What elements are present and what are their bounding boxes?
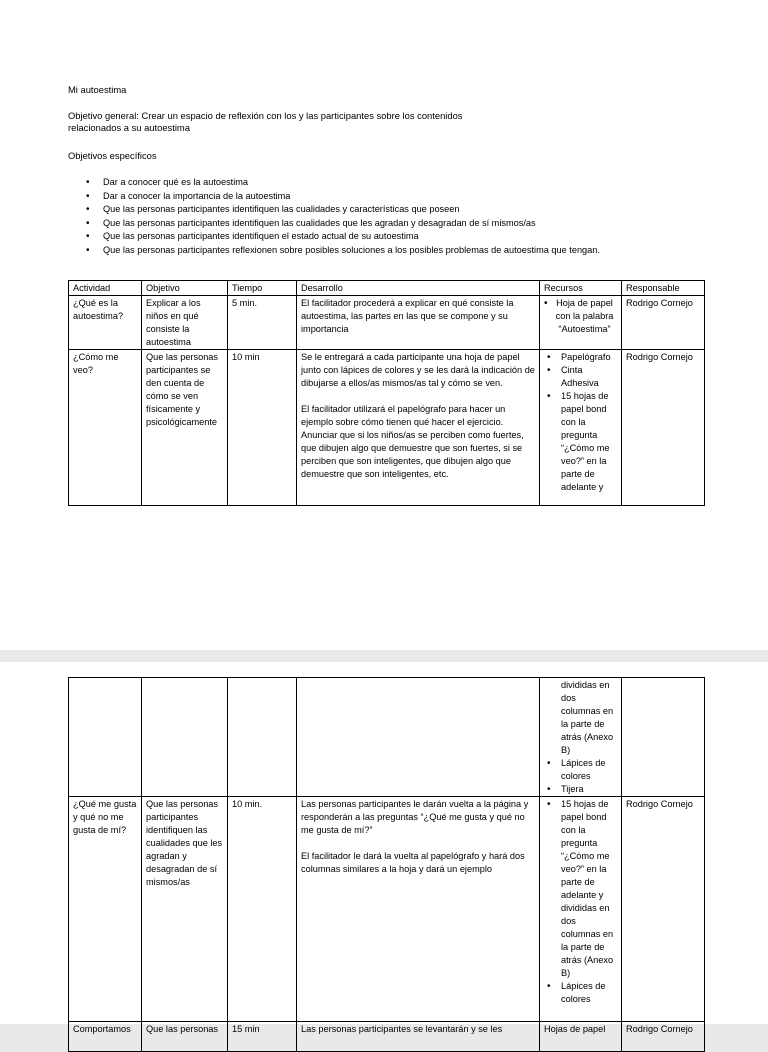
general-objective — [68, 110, 463, 134]
cell-desarrollo — [297, 797, 540, 1022]
cell-recursos — [540, 678, 622, 797]
activities-table — [68, 280, 705, 506]
specific-objective-item: • Que las personas participantes identifiquen las cualidades que les agradan y desagradan de sí mismos/as — [68, 217, 600, 231]
resource-item: • 15 hojas de papel bond con la pregunta “¿Cómo me veo?” en la parte de adelante y — [544, 390, 617, 494]
table-row — [69, 797, 705, 1022]
cell-actividad: ¿Qué es la autoestima? — [69, 296, 142, 350]
specific-objective-item: • Que las personas participantes reflexionen sobre posibles soluciones a los posibles problemas de autoestima que tengan. — [68, 244, 600, 258]
resource-item: • Tijera — [544, 783, 617, 796]
general-objective-line-1: Objetivo general: Crear un espacio de reflexión con los y las participantes sobre los contenidos — [68, 110, 463, 121]
resources-list — [544, 757, 617, 796]
cell-tiempo: 10 min. — [228, 797, 297, 1022]
resource-item: • Lápices de colores — [544, 980, 617, 1006]
cell-actividad: ¿Qué me gusta y qué no me gusta de mí? — [69, 797, 142, 1022]
cell-objetivo — [142, 1022, 228, 1052]
cell-actividad — [69, 1022, 142, 1052]
cell-text: 15 min — [232, 1024, 260, 1034]
cell-desarrollo — [297, 1022, 540, 1052]
cell-desarrollo: El facilitador procederá a explicar en qué consiste la autoestima, las partes en las que se compone y su importancia — [297, 296, 540, 350]
resource-item: • Lápices de colores — [544, 757, 617, 783]
cell-responsable — [622, 1022, 705, 1052]
cell-objetivo: Explicar a los niños en qué consiste la autoestima — [142, 296, 228, 350]
table-row — [69, 678, 705, 797]
header-recursos: Recursos — [540, 281, 622, 296]
doc-title: Mi autoestima — [68, 84, 127, 95]
cell-text: Hojas de papel — [544, 1024, 606, 1034]
cell-responsable: Rodrigo Cornejo — [622, 350, 705, 506]
cell-tiempo: 5 min. — [228, 296, 297, 350]
cell-empty — [228, 678, 297, 797]
desarrollo-paragraph: Se le entregará a cada participante una hoja de papel junto con lápices de colores y se les dará la indicación de dibujarse a ellos/as mismos/as tal y cómo se ven. — [301, 352, 535, 388]
table-header-row — [69, 281, 705, 296]
desarrollo-paragraph: El facilitador le dará la vuelta al papelógrafo y hará dos columnas similares a la hoja y dará un ejemplo — [301, 851, 525, 874]
table-row — [69, 1022, 705, 1052]
cell-objetivo: Que las personas participantes identifiquen las cualidades que les agradan y desagradan de sí mismos/as — [142, 797, 228, 1022]
cell-text: Las personas participantes se levantarán y se les — [301, 1024, 503, 1034]
specific-objective-item: • Dar a conocer la importancia de la autoestima — [68, 190, 600, 204]
resources-list — [544, 351, 617, 494]
table-row — [69, 296, 705, 350]
cell-responsable: Rodrigo Cornejo — [622, 296, 705, 350]
specific-objective-item: • Que las personas participantes identifiquen el estado actual de su autoestima — [68, 230, 600, 244]
cell-recursos — [540, 797, 622, 1022]
specific-objectives-heading: Objetivos específicos — [68, 150, 157, 161]
resources-list — [544, 297, 617, 336]
resource-item: • Cinta Adhesiva — [544, 364, 617, 390]
activities-table-continued — [68, 677, 705, 1052]
cell-recursos — [540, 296, 622, 350]
cell-empty — [622, 678, 705, 797]
cell-empty — [297, 678, 540, 797]
cell-responsable: Rodrigo Cornejo — [622, 797, 705, 1022]
resource-continuation: divididas en dos columnas en la parte de atrás (Anexo B) — [561, 680, 614, 755]
header-tiempo: Tiempo — [228, 281, 297, 296]
desarrollo-paragraph: Las personas participantes le darán vuelta a la página y responderán a las preguntas “¿Qué me gusta y qué no me gusta de mí?” — [301, 799, 529, 835]
cell-tiempo — [228, 1022, 297, 1052]
resource-item: • Papelógrafo — [544, 351, 617, 364]
desarrollo-paragraph: El facilitador utilizará el papelógrafo para hacer un ejemplo sobre cómo tienen qué hacer el ejercicio. Anunciar que si los niños/as se perciben como fuertes, que dibujen algo que demuestre que son fuertes, si se perciben que son inteligentes, que dibujen algo que demuestre que son inteligentes, etc. — [301, 404, 524, 479]
cell-recursos — [540, 1022, 622, 1052]
cell-empty — [69, 678, 142, 797]
general-objective-line-2: relacionados a su autoestima — [68, 122, 190, 133]
header-actividad: Actividad — [69, 281, 142, 296]
header-objetivo: Objetivo — [142, 281, 228, 296]
cell-text: Rodrigo Cornejo — [626, 1024, 693, 1034]
cell-actividad: ¿Cómo me veo? — [69, 350, 142, 506]
cell-recursos — [540, 350, 622, 506]
header-desarrollo: Desarrollo — [297, 281, 540, 296]
cell-desarrollo — [297, 350, 540, 506]
document-page-2 — [0, 662, 768, 1034]
resources-list — [544, 798, 617, 1006]
specific-objectives-list — [68, 176, 600, 257]
cell-objetivo: Que las personas participantes se den cuenta de cómo se ven físicamente y psicológicamente — [142, 350, 228, 506]
cell-tiempo: 10 min — [228, 350, 297, 506]
resource-item: • Hoja de papel con la palabra “Autoestima” — [544, 297, 617, 336]
cell-empty — [142, 678, 228, 797]
specific-objective-item: • Que las personas participantes identifiquen las cualidades y características que poseen — [68, 203, 600, 217]
header-responsable: Responsable — [622, 281, 705, 296]
cell-text: Que las personas — [146, 1024, 219, 1034]
table-row — [69, 350, 705, 506]
resource-item: • 15 hojas de papel bond con la pregunta “¿Cómo me veo?” en la parte de adelante y divididas en dos columnas en la parte de atrás (Anexo B) — [544, 798, 617, 980]
specific-objective-item: • Dar a conocer qué es la autoestima — [68, 176, 600, 190]
cell-text: Comportamos — [73, 1024, 131, 1034]
